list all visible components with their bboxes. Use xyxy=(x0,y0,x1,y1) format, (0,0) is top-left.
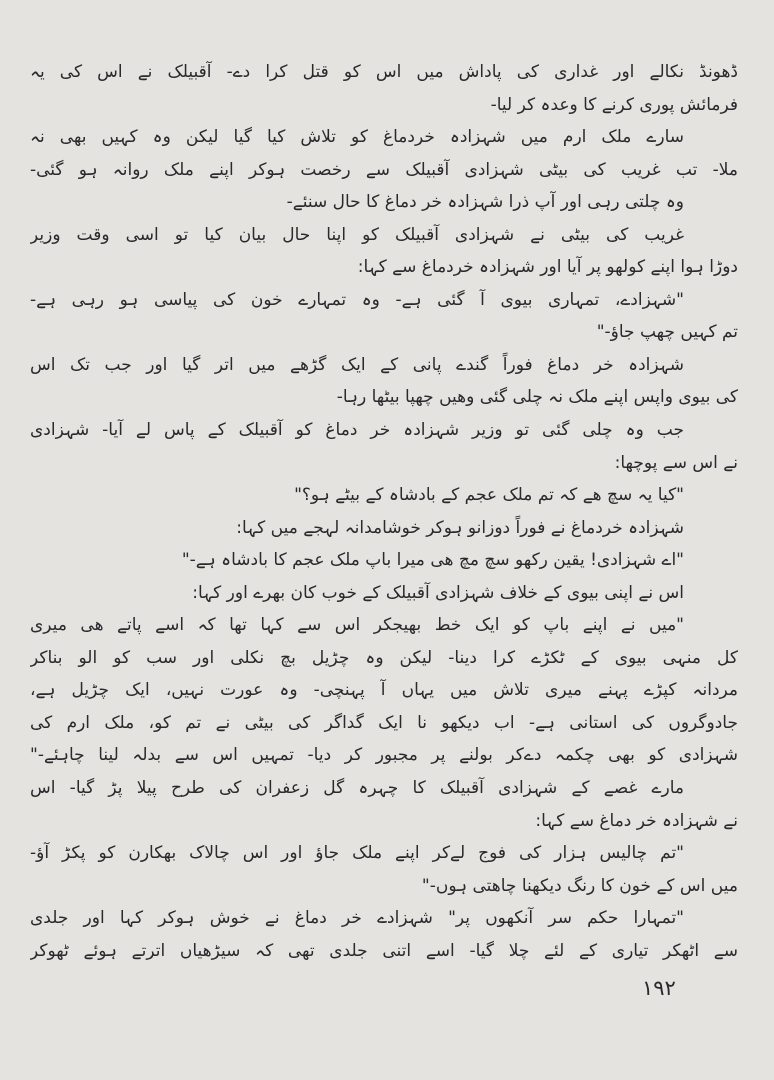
text-line: "اے شہزادی! یقین رکھو سچ مچ ھی میرا باپ ملک عجم کا بادشاہ ہے-" xyxy=(181,550,684,571)
text-line: دوڑا ہوا اپنے کولھو پر آیا اور شہزادہ خردماغ سے کہا: xyxy=(357,257,738,278)
text-line: اس نے اپنی بیوی کے خلاف شہزادی آقبیلک کے خوب کان بھرے اور کہا: xyxy=(192,582,684,603)
text-line: "تم چالیس ہزار کی فوج لےکر اپنے ملک جاؤ اور اس چالاک بھکارن کو پکڑ آؤ- xyxy=(30,843,684,864)
text-line: "شہزادے، تمہاری بیوی آ گئی ہے- وہ تمہارے خون کی پیاسی ہو رہی ہے- xyxy=(30,289,684,310)
text-line: شہزادہ خردماغ نے فوراً دوزانو ہوکر خوشامدانہ لہجے میں کہا: xyxy=(236,517,684,538)
text-line: کی بیوی واپس اپنے ملک نہ چلی گئی وھیں چھپا بیٹھا رہا- xyxy=(336,387,738,408)
text-line: "کیا یہ سچ ھے کہ تم ملک عجم کے بادشاہ کے بیٹے ہو؟" xyxy=(294,485,684,506)
text-line: سارے ملک ارم میں شہزادہ خردماغ کو تلاش کیا گیا لیکن وہ کہیں بھی نہ xyxy=(30,127,684,148)
text-line: وہ چلتی رہی اور آپ ذرا شہزادہ خر دماغ کا حال سنئے- xyxy=(286,192,684,213)
text-line: "تمہارا حکم سر آنکھوں پر" شہزادے خر دماغ نے خوش ہوکر کہا اور جلدی xyxy=(30,908,684,929)
page-number: ١٩٢ xyxy=(642,976,676,1000)
text-line: "میں نے اپنے باپ کو ایک خط بھیجکر اس سے کہا تھا کہ اسے پاتے ھی میری xyxy=(30,615,684,636)
text-line: جادوگروں کی استانی ہے- اب دیکھو نا ایک گداگر کی بیٹی نے تم کو، ملک ارم کی xyxy=(30,712,738,733)
page-text-block xyxy=(30,56,738,967)
text-line: کل منہی بیوی کے ٹکڑے کرا دینا- لیکن وہ چڑیل بچ نکلی اور سب کو الو بناکر xyxy=(30,647,738,668)
text-line: ڈھونڈ نکالے اور غداری کی پاداش میں اس کو قتل کرا دے- آقبیلک نے اس کی یہ xyxy=(30,62,738,82)
text-line: سے اٹھکر تیاری کے لئے چلا گیا- اسے اتنی جلدی تھی کہ سیڑھیاں اترتے ہوئے ٹھوکر xyxy=(30,940,738,961)
text-line: جب وہ چلی گئی تو وزیر شہزادہ خر دماغ کو آقبیلک کے پاس لے آیا- شہزادی xyxy=(30,420,684,441)
text-line: شہزادی کو بھی چکمہ دےکر بولنے پر مجبور کر دیا- تمہیں اس سے بدلہ لینا چاہئے-" xyxy=(30,745,738,766)
text-line: غریب کی بیٹی نے شہزادی آقبیلک کو اپنا حال بیان کیا تو اسی وقت وزیر xyxy=(30,224,684,245)
text-line: میں اس کے خون کا رنگ دیکھنا چاھتی ہوں-" xyxy=(421,875,738,896)
text-line: مردانہ کپڑے پہنے میری تلاش میں یہاں آ پہنچی- وہ عورت نہیں، ایک چڑیل ہے، xyxy=(30,680,738,701)
text-line: شہزادہ خر دماغ فوراً گندے پانی کے ایک گڑھے میں اتر گیا اور جب تک اس xyxy=(30,354,684,375)
text-line: تم کہیں چھپ جاؤ-" xyxy=(596,322,738,343)
text-line: نے شہزادہ خر دماغ سے کہا: xyxy=(535,810,738,831)
text-line: فرمائش پوری کرنے کا وعدہ کر لیا- xyxy=(490,94,738,115)
text-line: ملا- تب غریب کی بیٹی شہزادی آقبیلک سے رخصت ہوکر اپنے ملک روانہ ہو گئی- xyxy=(30,159,738,180)
text-line: مارے غصے کے شہزادی آقبیلک کا چہرہ گل زعفران کی طرح پیلا پڑ گیا- اس xyxy=(30,778,684,799)
text-line: نے اس سے پوچھا: xyxy=(614,452,738,473)
